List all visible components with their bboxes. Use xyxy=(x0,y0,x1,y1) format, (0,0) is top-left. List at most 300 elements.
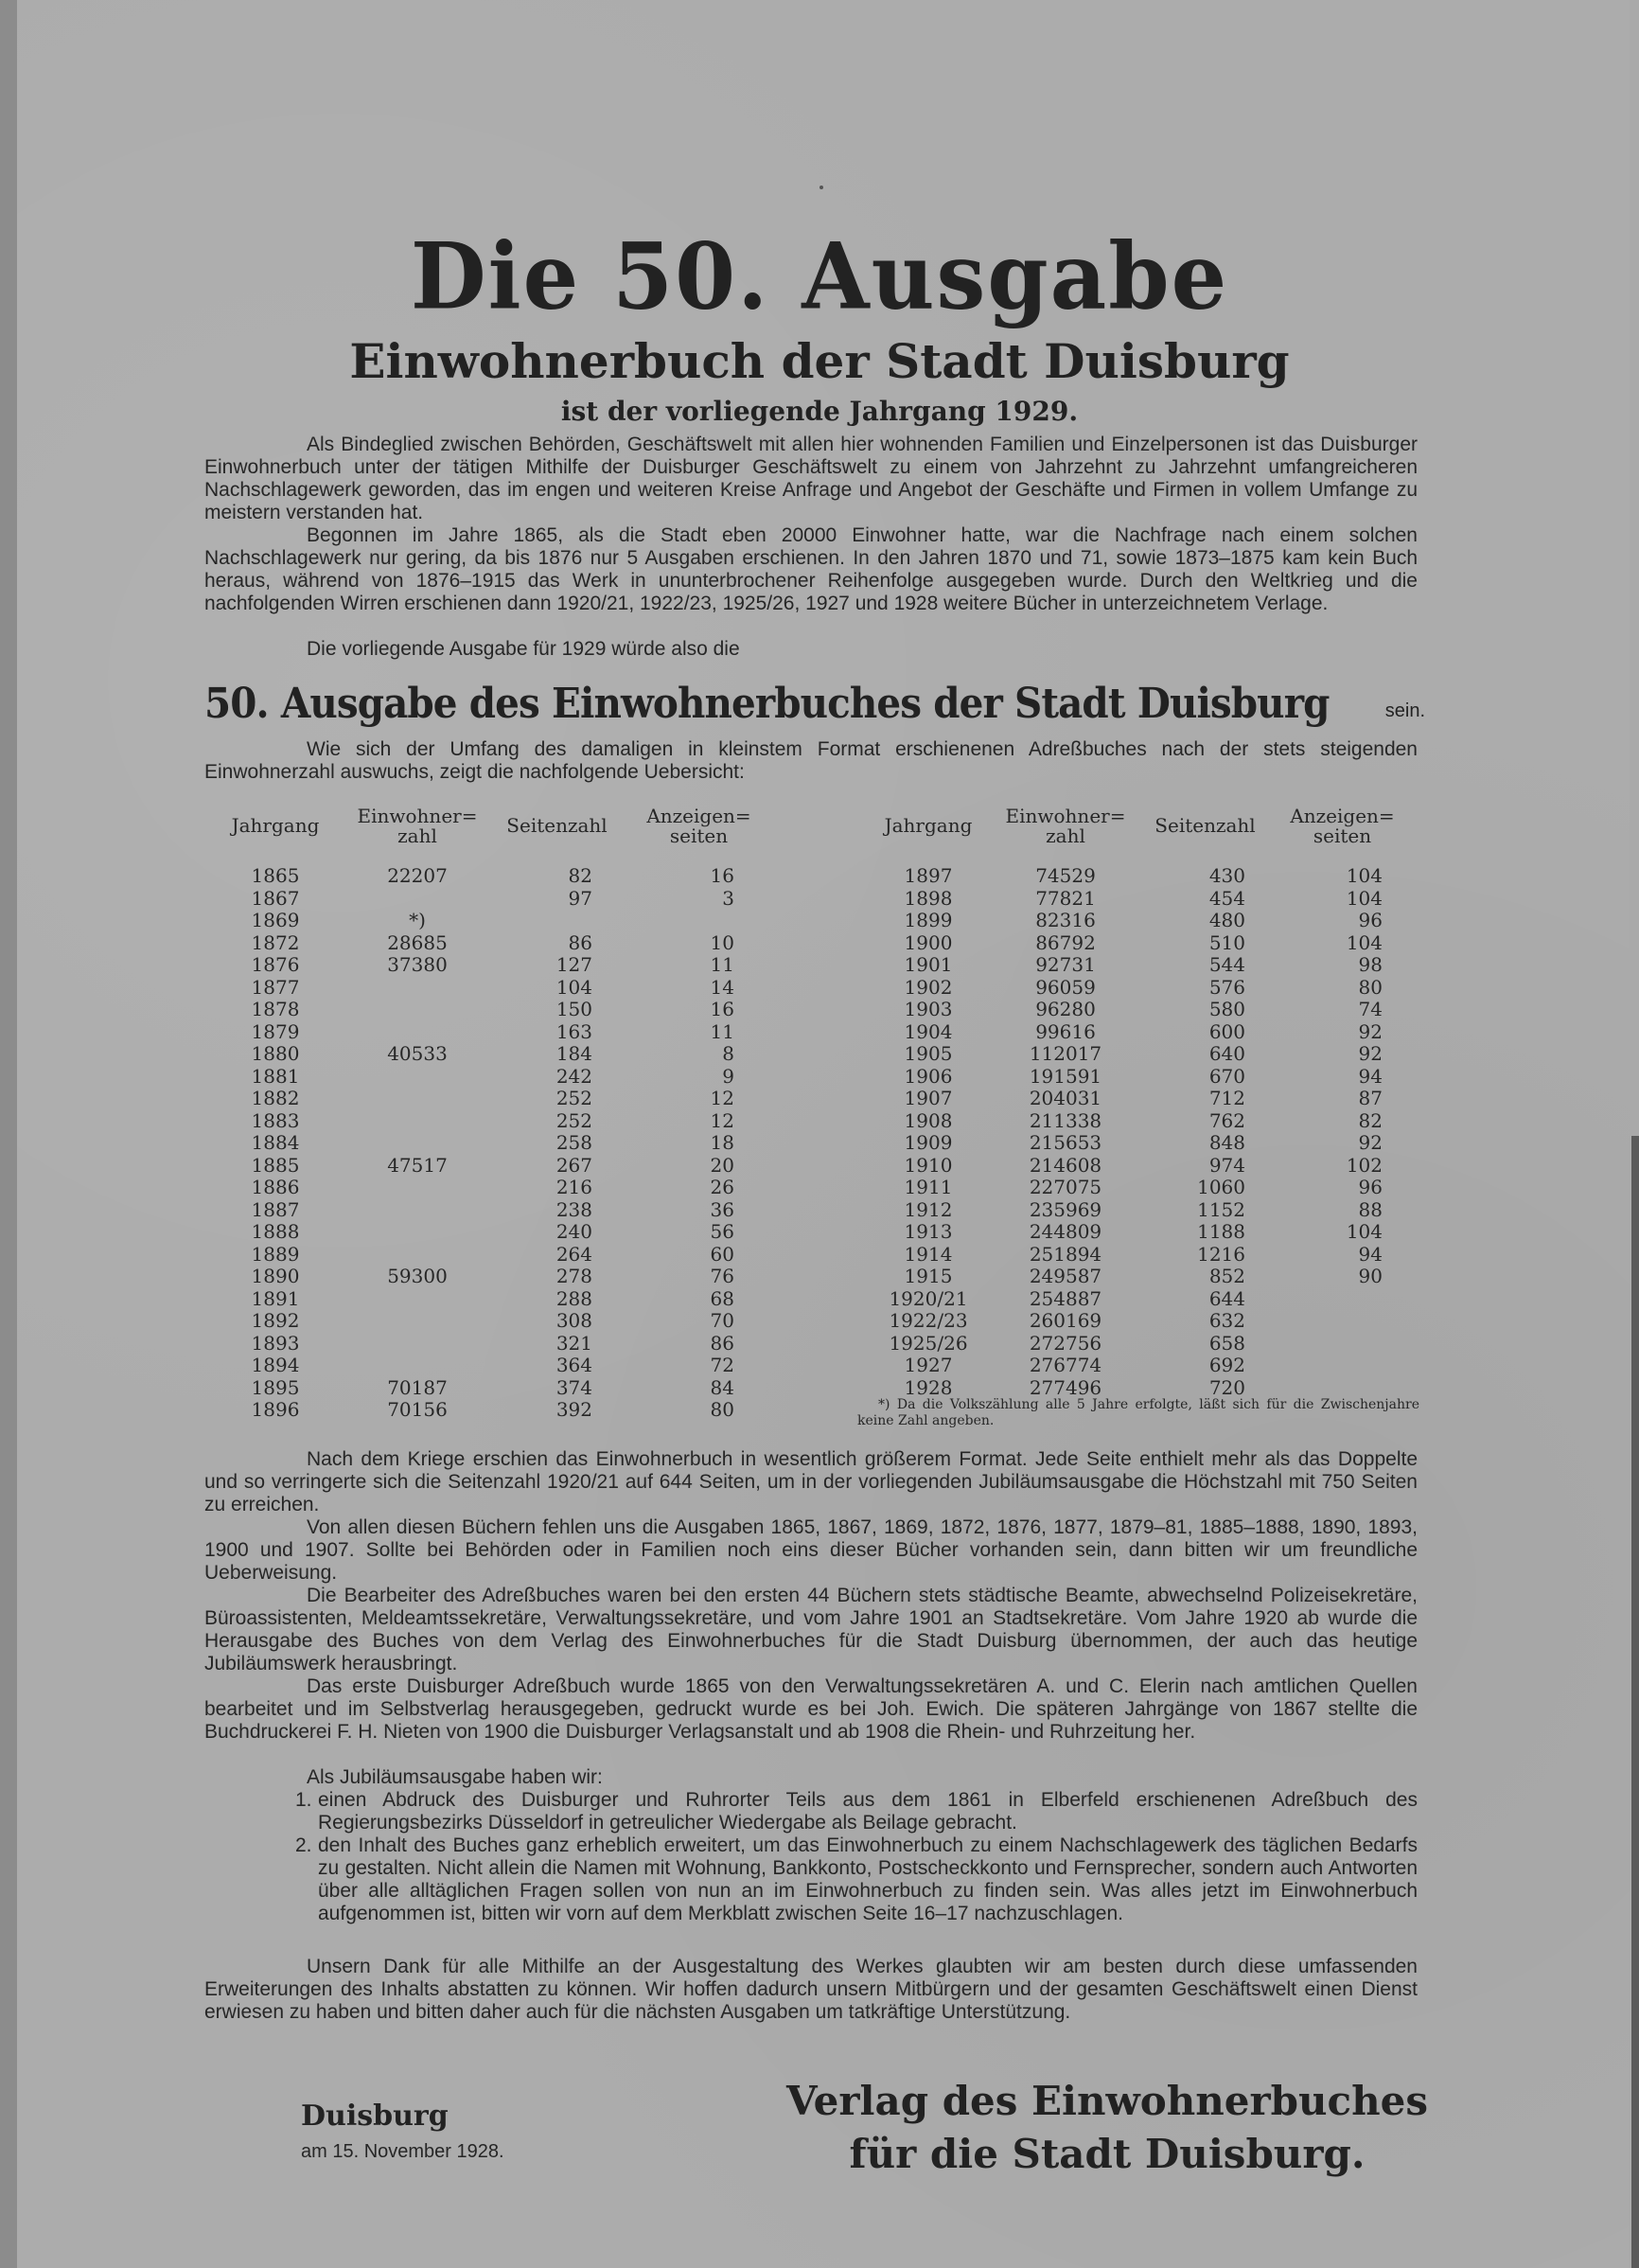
cell-year: 1914 xyxy=(904,1242,953,1266)
cell-population: 70156 xyxy=(387,1398,448,1421)
first-book-section xyxy=(204,1675,1418,1744)
cell-pages: 252 xyxy=(555,1087,592,1109)
cell-ad-pages: 56 xyxy=(710,1220,734,1243)
cell-pages: 1152 xyxy=(1197,1197,1245,1221)
cell-pages: 762 xyxy=(1208,1108,1245,1132)
cell-population xyxy=(346,1066,488,1089)
cell-year: 1903 xyxy=(904,998,953,1020)
cell-population xyxy=(346,1199,488,1222)
cell-year: 1925/26 xyxy=(889,1331,968,1355)
header-line: Einwohner= xyxy=(1005,805,1126,827)
cell-year: 1894 xyxy=(251,1354,300,1376)
cell-pages: 632 xyxy=(1208,1309,1245,1332)
cell-pages: 86 xyxy=(568,930,592,954)
cell-year: 1877 xyxy=(251,975,300,999)
cell-population: 249587 xyxy=(1029,1265,1102,1287)
header-population xyxy=(346,806,488,846)
cell-pages: 430 xyxy=(1208,864,1245,887)
cell-year: 1901 xyxy=(904,953,953,976)
cell-population xyxy=(346,1132,488,1155)
cell-population xyxy=(346,1244,488,1267)
table-row xyxy=(204,1021,772,1044)
cell-pages: 510 xyxy=(1208,930,1245,954)
cell-pages: 670 xyxy=(1208,1064,1245,1088)
table-row xyxy=(867,1221,1416,1244)
cell-ad-pages xyxy=(1269,1310,1416,1333)
cell-pages: 692 xyxy=(1208,1354,1245,1376)
table-row xyxy=(204,1199,772,1222)
cell-pages: 544 xyxy=(1208,953,1245,976)
banner-heading xyxy=(204,680,1425,728)
item-number: 2. xyxy=(295,1834,312,1856)
cell-ad-pages: 36 xyxy=(710,1197,734,1221)
table-row xyxy=(867,888,1416,911)
cell-ad-pages xyxy=(1269,1333,1416,1355)
table-row xyxy=(204,977,772,1000)
cell-pages: 374 xyxy=(555,1375,592,1399)
cell-pages: 480 xyxy=(1208,909,1245,931)
thanks-section xyxy=(204,1956,1418,2024)
cell-ad-pages: 12 xyxy=(710,1087,734,1109)
cell-ad-pages: 104 xyxy=(1346,886,1383,910)
table-row xyxy=(867,1199,1416,1222)
cell-population: 59300 xyxy=(387,1265,448,1287)
header-line: Anzeigen= xyxy=(1290,805,1395,827)
cell-ad-pages: 82 xyxy=(1358,1108,1383,1132)
cell-pages: 644 xyxy=(1208,1286,1245,1310)
cell-population: 204031 xyxy=(1029,1087,1102,1109)
cell-population: *) xyxy=(409,909,426,931)
table-row xyxy=(867,1043,1416,1066)
cell-year: 1895 xyxy=(251,1375,300,1399)
cell-ad-pages: 9 xyxy=(722,1064,734,1088)
cell-year: 1884 xyxy=(251,1131,300,1154)
table-body xyxy=(867,865,1416,1399)
cell-population: 86792 xyxy=(1035,930,1096,954)
cell-pages: 184 xyxy=(555,1042,592,1065)
table-row xyxy=(204,1110,772,1133)
publisher-line: Verlag des Einwohnerbuches xyxy=(785,2078,1429,2124)
table-row xyxy=(204,1244,772,1267)
cell-ad-pages: 98 xyxy=(1358,953,1383,976)
cell-pages: 82 xyxy=(568,864,592,887)
header-line: zahl xyxy=(1046,824,1085,847)
table-row xyxy=(204,999,772,1021)
cell-pages: 104 xyxy=(555,975,592,999)
cell-population: 214608 xyxy=(1029,1153,1102,1177)
table-row xyxy=(867,1310,1416,1333)
cell-pages: 252 xyxy=(555,1108,592,1132)
signature-date: am 15. November 1928. xyxy=(301,2141,504,2162)
cell-year: 1900 xyxy=(904,930,953,954)
jubilee-section xyxy=(204,1766,1418,1925)
cell-year: 1896 xyxy=(251,1398,300,1421)
table-row xyxy=(204,932,772,955)
cell-population xyxy=(346,1110,488,1133)
cell-year: 1928 xyxy=(904,1375,953,1399)
table-row xyxy=(204,888,772,911)
cell-ad-pages: 76 xyxy=(710,1265,734,1287)
cell-year: 1869 xyxy=(251,909,300,931)
cell-population xyxy=(346,977,488,1000)
cell-pages xyxy=(488,910,626,932)
cell-ad-pages: 10 xyxy=(710,930,734,954)
header-line: zahl xyxy=(397,824,437,847)
cell-year: 1876 xyxy=(251,953,300,976)
cell-pages: 848 xyxy=(1208,1131,1245,1154)
cell-population xyxy=(346,1021,488,1044)
cell-pages: 278 xyxy=(555,1265,592,1287)
cell-year: 1893 xyxy=(251,1331,300,1355)
cell-pages: 580 xyxy=(1208,998,1245,1020)
table-row xyxy=(867,977,1416,1000)
table-row xyxy=(867,1377,1416,1400)
cell-pages: 1216 xyxy=(1197,1242,1245,1266)
cell-pages: 258 xyxy=(555,1131,592,1154)
cell-population: 227075 xyxy=(1029,1176,1102,1198)
cell-ad-pages: 68 xyxy=(710,1286,734,1310)
header-line: seiten xyxy=(669,824,729,847)
cell-pages: 658 xyxy=(1208,1331,1245,1355)
edition-table-left xyxy=(204,806,772,1422)
overview-text: Wie sich der Umfang des damaligen in kleinstem Format erschienenen Adreßbuches nach der stets steigenden Einwohnerzahl auswuchs, zeigt die nachfolgende Uebersicht: xyxy=(204,738,1418,783)
cell-population: 272756 xyxy=(1029,1331,1102,1355)
header-pages: Seitenzahl xyxy=(1154,814,1256,837)
table-row xyxy=(867,1288,1416,1311)
body-paragraph: Das erste Duisburger Adreßbuch wurde 1865 von den Verwaltungssekretären A. und C. Elerin nach amtlichen Quellen bearbeitet und im Selbstverlag herausgegeben, gedruckt wurde es bei Joh. Ewich. Die späteren Jahrgänge von 1867 stellte die Buchdruckerei F. H. Nieten von 1900 die Duisburger Verlagsanstalt und ab 1908 die Rhein- und Ruhrzeitung her. xyxy=(204,1675,1418,1743)
table-row xyxy=(204,1266,772,1288)
cell-year: 1908 xyxy=(904,1108,953,1132)
table-header xyxy=(867,806,1416,865)
cell-year: 1905 xyxy=(904,1042,953,1065)
cell-pages: 150 xyxy=(555,998,592,1020)
cell-population: 260169 xyxy=(1029,1309,1102,1332)
cell-year: 1910 xyxy=(904,1153,953,1177)
publisher-line: für die Stadt Duisburg. xyxy=(849,2131,1366,2177)
cell-pages: 242 xyxy=(555,1064,592,1088)
header-line: Anzeigen= xyxy=(646,805,751,827)
cell-pages: 1188 xyxy=(1197,1220,1245,1243)
table-row xyxy=(867,1088,1416,1110)
header-year: Jahrgang xyxy=(231,814,320,837)
cell-year: 1881 xyxy=(251,1064,300,1088)
cell-ad-pages: 90 xyxy=(1358,1265,1383,1287)
table-row xyxy=(204,1333,772,1355)
cell-population: 47517 xyxy=(387,1153,448,1177)
cell-ad-pages: 96 xyxy=(1358,1176,1383,1198)
cell-population xyxy=(346,1310,488,1333)
cell-ad-pages xyxy=(1269,1288,1416,1311)
cell-ad-pages: 8 xyxy=(722,1042,734,1065)
cell-ad-pages: 104 xyxy=(1346,930,1383,954)
paper-speck xyxy=(820,186,823,189)
cell-population xyxy=(346,1288,488,1311)
cell-ad-pages: 16 xyxy=(710,998,734,1020)
cell-ad-pages: 12 xyxy=(710,1108,734,1132)
cell-population: 99616 xyxy=(1035,1019,1096,1043)
cell-population: 77821 xyxy=(1035,886,1096,910)
header-pages: Seitenzahl xyxy=(506,814,608,837)
cell-year: 1897 xyxy=(904,864,953,887)
intro-paragraph: Begonnen im Jahre 1865, als die Stadt eben 20000 Einwohner hatte, war die Nachfrage nach einem solchen Nachschlagewerk nur gering, da bis 1876 nur 5 Ausgaben erschienen. In den Jahren 1870 und 71, sowie 1873–1875 kam kein Buch heraus, während von 1876–1915 das Werk in ununterbrochener Reihenfolge ausgegeben wurde. Durch den Weltkrieg und die nachfolgenden Wirren erschienen dann 1920/21, 1922/23, 1925/26, 1927 und 1928 weitere Bücher in unterzeichnetem Verlage. xyxy=(204,524,1418,614)
signature-publisher xyxy=(776,2075,1438,2181)
cell-ad-pages: 92 xyxy=(1358,1019,1383,1043)
body-paragraph: Nach dem Kriege erschien das Einwohnerbuch in wesentlich größerem Format. Jede Seite enthielt mehr als das Doppelte und so verringerte sich die Seitenzahl 1920/21 auf 644 Seiten, um in der vorliegenden Jubiläumsausgabe die Höchstzahl mit 750 Seiten zu erreichen. xyxy=(204,1448,1418,1515)
cell-population xyxy=(346,1333,488,1355)
cell-year: 1879 xyxy=(251,1019,300,1043)
table-row xyxy=(867,1132,1416,1155)
cell-pages: 308 xyxy=(555,1309,592,1332)
table-row xyxy=(867,1244,1416,1267)
cell-population xyxy=(346,999,488,1021)
cell-ad-pages: 60 xyxy=(710,1242,734,1266)
item-text: einen Abdruck des Duisburger und Ruhrorter Teils aus dem 1861 in Elberfeld erschienenen Adreßbuch des Regierungsbezirks Düsseldorf in getreulicher Wiedergabe als Beilage gebracht. xyxy=(318,1789,1418,1834)
cell-population xyxy=(346,1177,488,1199)
table-row xyxy=(204,1377,772,1400)
cell-year: 1882 xyxy=(251,1087,300,1109)
cell-ad-pages: 80 xyxy=(1358,975,1383,999)
page-title: Die 50. Ausgabe xyxy=(410,222,1229,330)
edition-table-right xyxy=(867,806,1416,1399)
cell-population: 22207 xyxy=(387,864,448,887)
banner-text: 50. Ausgabe des Einwohnerbuches der Stadt Duisburg xyxy=(204,680,1330,728)
cell-population: 37380 xyxy=(387,953,448,976)
table-row xyxy=(867,910,1416,932)
table-row xyxy=(867,954,1416,977)
table-row xyxy=(867,1355,1416,1377)
table-row xyxy=(867,1177,1416,1199)
cell-population xyxy=(346,1088,488,1110)
cell-year: 1899 xyxy=(904,909,953,931)
cell-year: 1904 xyxy=(904,1019,953,1043)
table-row xyxy=(204,1221,772,1244)
banner-suffix: sein. xyxy=(1384,700,1425,721)
cell-ad-pages: 11 xyxy=(710,953,734,976)
table-row xyxy=(204,1043,772,1066)
table-row xyxy=(204,1155,772,1178)
cell-pages: 720 xyxy=(1208,1375,1245,1399)
cell-year: 1872 xyxy=(251,930,300,954)
cell-ad-pages: 72 xyxy=(710,1354,734,1376)
cell-population: 92731 xyxy=(1035,953,1096,976)
cell-year: 1887 xyxy=(251,1197,300,1221)
page-tagline: ist der vorliegende Jahrgang 1929. xyxy=(560,396,1079,427)
cell-year: 1883 xyxy=(251,1108,300,1132)
cell-population: 215653 xyxy=(1029,1131,1102,1154)
table-row xyxy=(204,1177,772,1199)
cell-year: 1885 xyxy=(251,1153,300,1177)
cell-year: 1922/23 xyxy=(889,1309,968,1332)
cell-population xyxy=(346,1355,488,1377)
cell-ad-pages: 104 xyxy=(1346,1220,1383,1243)
overview-section xyxy=(204,738,1418,784)
cell-ad-pages: 94 xyxy=(1358,1242,1383,1266)
cell-year: 1911 xyxy=(904,1176,953,1198)
item-text: den Inhalt des Buches ganz erheblich erweitert, um das Einwohnerbuch zu einem Nachschlagewerk des täglichen Bedarfs zu gestalten. Nicht allein die Namen mit Wohnung, Bankkonto, Postscheckkonto und Fernsprecher, sondern auch Antworten über alle alltäglichen Fragen sollen von nun an im Einwohnerbuch zu finden sein. Was alles jetzt im Einwohnerbuch aufgenommen ist, bitten wir vorn auf dem Merkblatt zwischen Seite 16–17 nachzuschlagen. xyxy=(318,1834,1418,1924)
cell-pages: 712 xyxy=(1208,1087,1245,1109)
table-row xyxy=(204,1355,772,1377)
cell-pages: 364 xyxy=(555,1354,592,1376)
cell-ad-pages: 74 xyxy=(1358,998,1383,1020)
afterwar-section xyxy=(204,1448,1418,1585)
cell-population: 254887 xyxy=(1029,1286,1102,1310)
cell-ad-pages: 92 xyxy=(1358,1042,1383,1065)
cell-pages: 600 xyxy=(1208,1019,1245,1043)
cell-pages: 974 xyxy=(1208,1153,1245,1177)
table-row xyxy=(204,1310,772,1333)
body-paragraph: Von allen diesen Büchern fehlen uns die Ausgaben 1865, 1867, 1869, 1872, 1876, 1877, 1879–81, 1885–1888, 1890, 1893, 1900 und 1907. Sollte bei Behörden oder in Familien noch eins dieser Bücher vorhanden sein, dann bitten wir um freundliche Ueberweisung. xyxy=(204,1516,1418,1584)
transition-text: Die vorliegende Ausgabe für 1929 würde also die xyxy=(307,638,740,660)
cell-year: 1888 xyxy=(251,1220,300,1243)
cell-ad-pages: 104 xyxy=(1346,864,1383,887)
cell-ad-pages: 70 xyxy=(710,1309,734,1332)
cell-pages: 267 xyxy=(555,1153,592,1177)
jubilee-intro: Als Jubiläumsausgabe haben wir: xyxy=(307,1766,603,1788)
cell-ad-pages: 96 xyxy=(1358,909,1383,931)
cell-population: 211338 xyxy=(1029,1108,1102,1132)
header-line: seiten xyxy=(1313,824,1372,847)
cell-population: 74529 xyxy=(1035,864,1096,887)
header-year: Jahrgang xyxy=(884,814,973,837)
table-row xyxy=(867,932,1416,955)
table-row xyxy=(867,865,1416,888)
cell-population: 276774 xyxy=(1029,1354,1102,1376)
cell-year: 1915 xyxy=(904,1265,953,1287)
cell-ad-pages: 86 xyxy=(710,1331,734,1355)
jubilee-list xyxy=(204,1789,1418,1925)
cell-ad-pages: 26 xyxy=(710,1176,734,1198)
cell-population: 82316 xyxy=(1035,909,1096,931)
cell-population: 40533 xyxy=(387,1042,448,1065)
cell-ad-pages: 84 xyxy=(710,1375,734,1399)
cell-population xyxy=(346,1221,488,1244)
cell-population: 28685 xyxy=(387,930,448,954)
item-number: 1. xyxy=(295,1789,312,1811)
table-row xyxy=(867,1155,1416,1178)
cell-ad-pages xyxy=(1269,1355,1416,1377)
cell-population xyxy=(346,888,488,911)
intro-paragraph: Als Bindeglied zwischen Behörden, Geschäftswelt mit allen hier wohnenden Familien und Einzelpersonen ist das Duisburger Einwohnerbuch unter der tätigen Mithilfe der Duisburger Geschäftswelt zu einem von Jahrzehnt zu Jahrzehnt umfangreicheren Nachschlagewerk geworden, das im engen und weiteren Kreise Anfrage und Angebot der Geschäfte und Firmen in vollem Umfange zu meistern verstanden hat. xyxy=(204,434,1418,523)
cell-ad-pages: 88 xyxy=(1358,1197,1383,1221)
cell-pages: 238 xyxy=(555,1197,592,1221)
table-header xyxy=(204,806,772,865)
cell-ad-pages: 14 xyxy=(710,975,734,999)
table-row xyxy=(867,1333,1416,1355)
table-row xyxy=(204,1399,772,1422)
intro-section xyxy=(204,434,1418,615)
cell-population: 244809 xyxy=(1029,1220,1102,1243)
jubilee-item xyxy=(204,1834,1418,1925)
cell-pages: 640 xyxy=(1208,1042,1245,1065)
transition-section xyxy=(204,638,1418,661)
cell-year: 1886 xyxy=(251,1176,300,1198)
table-footnote: *) Da die Volkszählung alle 5 Jahre erfolgte, läßt sich für die Zwischenjahre keine Zahl angeben. xyxy=(857,1397,1419,1428)
cell-pages: 288 xyxy=(555,1286,592,1310)
cell-pages: 454 xyxy=(1208,886,1245,910)
table-row xyxy=(204,910,772,932)
cell-pages: 321 xyxy=(555,1331,592,1355)
cell-pages: 1060 xyxy=(1197,1176,1245,1198)
cell-year: 1909 xyxy=(904,1131,953,1154)
body-paragraph: Unsern Dank für alle Mithilfe an der Ausgestaltung des Werkes glaubten wir am besten durch diese umfassenden Erweiterungen des Inhalts abstatten zu können. Wir hoffen dadurch unsern Mitbürgern und der gesamten Geschäftswelt einen Dienst erwiesen zu haben und bitten daher auch für die nächsten Ausgaben um tatkräftige Unterstützung. xyxy=(204,1956,1418,2023)
table-row xyxy=(867,1110,1416,1133)
table-row xyxy=(867,999,1416,1021)
cell-year: 1912 xyxy=(904,1197,953,1221)
cell-year: 1920/21 xyxy=(889,1286,968,1310)
table-row xyxy=(867,1266,1416,1288)
cell-ad-pages: 87 xyxy=(1358,1087,1383,1109)
cell-year: 1880 xyxy=(251,1042,300,1065)
header-population xyxy=(990,806,1141,846)
editors-section xyxy=(204,1585,1418,1675)
cell-pages: 240 xyxy=(555,1220,592,1243)
cell-pages: 264 xyxy=(555,1242,592,1266)
cell-ad-pages xyxy=(1269,1377,1416,1400)
page-subtitle: Einwohnerbuch der Stadt Duisburg xyxy=(349,333,1290,389)
cell-year: 1913 xyxy=(904,1220,953,1243)
scan-right-edge xyxy=(1631,1136,1639,2268)
cell-pages: 852 xyxy=(1208,1265,1245,1287)
table-row xyxy=(867,1066,1416,1089)
table-row xyxy=(204,1288,772,1311)
header-ad-pages xyxy=(626,806,772,846)
cell-year: 1902 xyxy=(904,975,953,999)
cell-year: 1865 xyxy=(251,864,300,887)
cell-year: 1927 xyxy=(904,1354,953,1376)
cell-ad-pages: 16 xyxy=(710,864,734,887)
table-row xyxy=(867,1021,1416,1044)
cell-population: 235969 xyxy=(1029,1197,1102,1221)
cell-year: 1898 xyxy=(904,886,953,910)
cell-population: 96280 xyxy=(1035,998,1096,1020)
cell-pages: 97 xyxy=(568,886,592,910)
cell-pages: 216 xyxy=(555,1176,592,1198)
cell-ad-pages: 18 xyxy=(710,1131,734,1154)
table-row xyxy=(204,1088,772,1110)
header-ad-pages xyxy=(1269,806,1416,846)
cell-ad-pages: 3 xyxy=(722,886,734,910)
jubilee-item xyxy=(204,1789,1418,1834)
cell-pages: 127 xyxy=(555,953,592,976)
cell-year: 1890 xyxy=(251,1265,300,1287)
cell-year: 1906 xyxy=(904,1064,953,1088)
cell-ad-pages: 80 xyxy=(710,1398,734,1421)
cell-ad-pages xyxy=(626,910,772,932)
cell-population: 70187 xyxy=(387,1375,448,1399)
table-row xyxy=(204,954,772,977)
cell-pages: 576 xyxy=(1208,975,1245,999)
cell-year: 1889 xyxy=(251,1242,300,1266)
cell-year: 1907 xyxy=(904,1087,953,1109)
cell-year: 1867 xyxy=(251,886,300,910)
cell-population: 251894 xyxy=(1029,1242,1102,1266)
table-body xyxy=(204,865,772,1422)
cell-population: 96059 xyxy=(1035,975,1096,999)
header-line: Einwohner= xyxy=(357,805,478,827)
body-paragraph: Die Bearbeiter des Adreßbuches waren bei den ersten 44 Büchern stets städtische Beamte, abwechselnd Polizeisekretäre, Büroassistenten, Meldeamtssekretäre, Verwaltungssekretäre, und vom Jahre 1901 an Stadtsekretäre. Vom Jahre 1920 ab wurde die Herausgabe des Buches von dem Verlag des Einwohnerbuches für die Stadt Duisburg übernommen, der auch das heutige Jubiläumswerk herausbringt. xyxy=(204,1585,1418,1674)
cell-ad-pages: 20 xyxy=(710,1153,734,1177)
cell-pages: 163 xyxy=(555,1019,592,1043)
cell-pages: 392 xyxy=(555,1398,592,1421)
table-row xyxy=(204,1132,772,1155)
cell-year: 1878 xyxy=(251,998,300,1020)
cell-year: 1892 xyxy=(251,1309,300,1332)
table-row xyxy=(204,865,772,888)
cell-ad-pages: 92 xyxy=(1358,1131,1383,1154)
cell-population: 277496 xyxy=(1029,1375,1102,1399)
table-row xyxy=(204,1066,772,1089)
cell-ad-pages: 94 xyxy=(1358,1064,1383,1088)
